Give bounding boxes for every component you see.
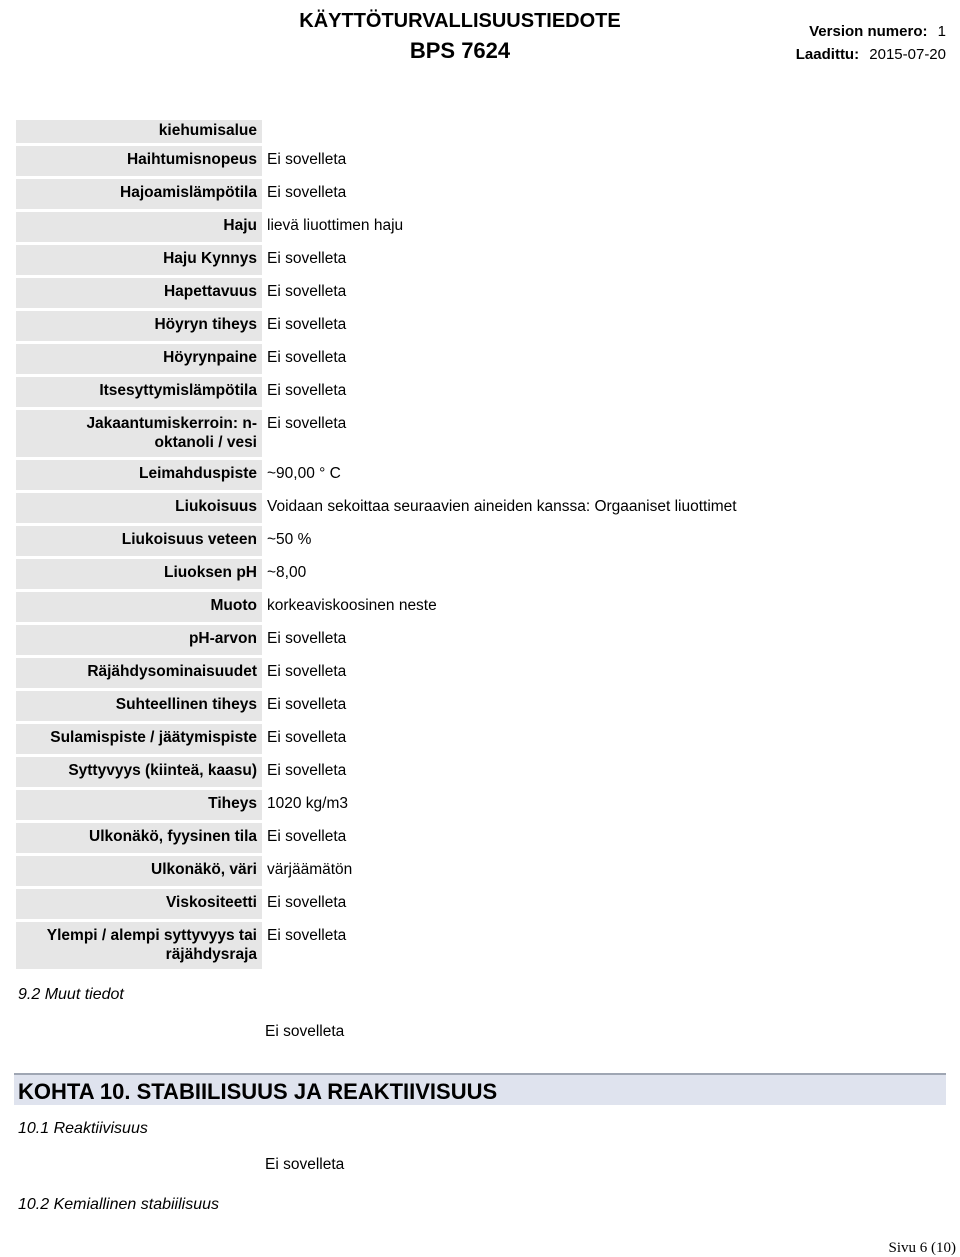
property-label: Tiheys — [16, 790, 262, 820]
property-row — [16, 377, 946, 407]
property-value: Ei sovelleta — [267, 316, 347, 333]
property-label: Räjähdysominaisuudet — [16, 658, 262, 688]
property-label: Leimahduspiste — [16, 460, 262, 490]
property-value: Voidaan sekoittaa seuraavien aineiden kanssa: Orgaaniset liuottimet — [267, 498, 737, 515]
date-label: Laadittu: — [795, 46, 860, 63]
property-row — [16, 592, 946, 622]
property-label: Höyryn tiheys — [16, 311, 262, 341]
property-label: Jakaantumiskerroin: n-oktanoli / vesi — [16, 410, 262, 457]
property-row — [16, 856, 946, 886]
reactivity-heading: 10.1 Reaktiivisuus — [18, 1120, 148, 1137]
property-row — [16, 245, 946, 275]
version-value: 1 — [937, 23, 946, 40]
property-label: Muoto — [16, 592, 262, 622]
property-value: Ei sovelleta — [267, 151, 347, 168]
property-row — [16, 823, 946, 853]
property-label: pH-arvon — [16, 625, 262, 655]
date-info — [796, 46, 946, 63]
version-info — [809, 23, 946, 40]
property-label: Hapettavuus — [16, 278, 262, 308]
property-row — [16, 146, 946, 176]
property-label: Ulkonäkö, väri — [16, 856, 262, 886]
property-label: Haihtumisnopeus — [16, 146, 262, 176]
property-row — [16, 410, 946, 457]
property-value: Ei sovelleta — [267, 828, 347, 845]
property-value: Ei sovelleta — [267, 415, 347, 432]
date-value: 2015-07-20 — [869, 46, 946, 63]
property-value: värjäämätön — [267, 861, 353, 878]
property-row — [16, 559, 946, 589]
property-label: Syttyvyys (kiinteä, kaasu) — [16, 757, 262, 787]
property-label: Haju Kynnys — [16, 245, 262, 275]
property-label: Hajoamislämpötila — [16, 179, 262, 209]
stability-heading: 10.2 Kemiallinen stabiilisuus — [18, 1196, 219, 1213]
property-value: Ei sovelleta — [267, 729, 347, 746]
property-label: Höyrynpaine — [16, 344, 262, 374]
property-value: Ei sovelleta — [267, 250, 347, 267]
property-value: ~8,00 — [267, 564, 307, 581]
property-value: Ei sovelleta — [267, 283, 347, 300]
property-value: ~90,00 ° C — [267, 465, 341, 482]
property-value: korkeaviskoosinen neste — [267, 597, 437, 614]
property-row — [16, 625, 946, 655]
reactivity-value: Ei sovelleta — [265, 1156, 345, 1173]
property-row — [16, 922, 946, 969]
property-value: 1020 kg/m3 — [267, 795, 348, 812]
other-info-value: Ei sovelleta — [265, 1023, 345, 1040]
properties-table — [16, 120, 946, 972]
property-row — [16, 658, 946, 688]
section-10-title: KOHTA 10. STABIILISUUS JA REAKTIIVISUUS — [14, 1073, 946, 1105]
property-row — [16, 526, 946, 556]
property-label: Viskositeetti — [16, 889, 262, 919]
page-number: Sivu 6 (10) — [888, 1240, 956, 1256]
property-value: Ei sovelleta — [267, 663, 347, 680]
property-value: Ei sovelleta — [267, 630, 347, 647]
property-row — [16, 757, 946, 787]
product-code: BPS 7624 — [409, 38, 511, 63]
property-value: ~50 % — [267, 531, 312, 548]
property-value: Ei sovelleta — [267, 184, 347, 201]
property-row — [16, 311, 946, 341]
property-row — [16, 493, 946, 523]
property-value: Ei sovelleta — [267, 696, 347, 713]
property-row — [16, 212, 946, 242]
version-label: Version numero: — [809, 23, 928, 40]
property-value: Ei sovelleta — [267, 927, 347, 944]
other-info-heading: 9.2 Muut tiedot — [18, 986, 124, 1003]
property-row — [16, 790, 946, 820]
property-label: Itsesyttymislämpötila — [16, 377, 262, 407]
property-row — [16, 724, 946, 754]
property-label: Liukoisuus veteen — [16, 526, 262, 556]
property-row — [16, 344, 946, 374]
property-value — [262, 120, 946, 143]
property-label: kiehumisalue — [16, 120, 262, 143]
property-row — [16, 889, 946, 919]
document-title: KÄYTTÖTURVALLISUUSTIEDOTE — [299, 10, 621, 32]
property-value: Ei sovelleta — [267, 894, 347, 911]
property-value: Ei sovelleta — [267, 382, 347, 399]
property-row — [16, 120, 946, 143]
property-value: lievä liuottimen haju — [267, 217, 404, 234]
property-row — [16, 691, 946, 721]
property-row — [16, 278, 946, 308]
property-row — [16, 460, 946, 490]
property-label: Liukoisuus — [16, 493, 262, 523]
property-label: Suhteellinen tiheys — [16, 691, 262, 721]
property-value: Ei sovelleta — [267, 349, 347, 366]
property-label: Ylempi / alempi syttyvyys tai räjähdysraja — [16, 922, 262, 969]
property-label: Sulamispiste / jäätymispiste — [16, 724, 262, 754]
property-value: Ei sovelleta — [267, 762, 347, 779]
property-row — [16, 179, 946, 209]
property-label: Haju — [16, 212, 262, 242]
property-label: Ulkonäkö, fyysinen tila — [16, 823, 262, 853]
property-label: Liuoksen pH — [16, 559, 262, 589]
